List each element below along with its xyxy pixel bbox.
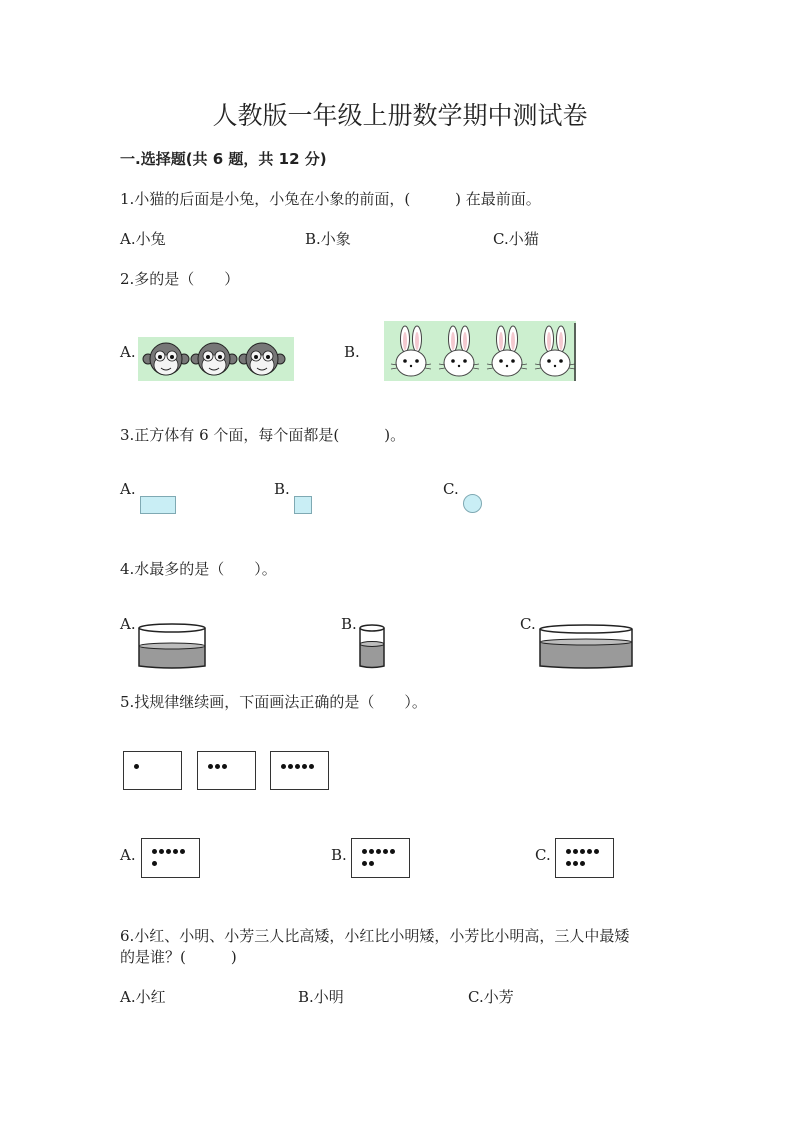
monkey-icon xyxy=(138,337,294,381)
dot xyxy=(369,849,374,854)
q5-option-b-box xyxy=(351,838,410,878)
question-6-text-line2: 的是谁？( ) xyxy=(120,948,237,966)
dot xyxy=(580,849,585,854)
question-2-text: 2.多的是（ ） xyxy=(120,270,240,288)
wide-basin-c xyxy=(536,622,636,670)
dot xyxy=(166,849,171,854)
q4-option-a[interactable]: A. xyxy=(120,615,136,633)
dot xyxy=(134,764,139,769)
q5-option-c[interactable]: C. xyxy=(535,846,551,864)
question-1-text: 1.小猫的后面是小兔，小兔在小象的前面，( ) 在最前面。 xyxy=(120,190,541,208)
q1-option-c[interactable]: C.小猫 xyxy=(493,230,539,248)
question-5-text: 5.找规律继续画，下面画法正确的是（ ）。 xyxy=(120,693,427,711)
dot xyxy=(295,764,300,769)
dot xyxy=(180,849,185,854)
dot xyxy=(222,764,227,769)
circle-shape xyxy=(463,494,482,513)
wide-container-a xyxy=(136,622,208,670)
q6-option-a[interactable]: A.小红 xyxy=(120,988,166,1006)
dot xyxy=(594,849,599,854)
rabbit-panel xyxy=(384,321,576,381)
dot xyxy=(376,849,381,854)
dot xyxy=(573,861,578,866)
q5-option-a-box xyxy=(141,838,200,878)
pattern-box-2 xyxy=(197,751,256,790)
question-4-text: 4.水最多的是（ ）。 xyxy=(120,560,277,578)
dot xyxy=(152,861,157,866)
dot xyxy=(566,849,571,854)
pattern-box-3 xyxy=(270,751,329,790)
q5-option-c-box xyxy=(555,838,614,878)
narrow-cup-b xyxy=(356,622,388,670)
square-shape xyxy=(294,496,312,514)
dot xyxy=(369,861,374,866)
q6-option-c[interactable]: C.小芳 xyxy=(468,988,514,1006)
q6-option-b[interactable]: B.小明 xyxy=(298,988,344,1006)
q1-option-a[interactable]: A.小兔 xyxy=(120,230,166,248)
page-title: 人教版一年级上册数学期中测试卷 xyxy=(212,101,588,130)
question-3-text: 3.正方体有 6 个面，每个面都是( )。 xyxy=(120,426,406,444)
monkey-panel xyxy=(138,337,294,381)
dot xyxy=(383,849,388,854)
rectangle-shape xyxy=(140,496,176,514)
q4-option-c[interactable]: C. xyxy=(520,615,536,633)
section-heading: 一.选择题(共 6 题，共 12 分) xyxy=(120,150,327,168)
dot xyxy=(159,849,164,854)
q3-option-c[interactable]: C. xyxy=(443,480,459,498)
dot xyxy=(362,861,367,866)
q5-option-b[interactable]: B. xyxy=(331,846,347,864)
dot xyxy=(173,849,178,854)
dot xyxy=(215,764,220,769)
dot xyxy=(566,861,571,866)
q2-option-a[interactable]: A. xyxy=(120,343,136,361)
dot xyxy=(309,764,314,769)
pattern-box-1 xyxy=(123,751,182,790)
q1-option-b[interactable]: B.小象 xyxy=(305,230,351,248)
question-6-text-line1: 6.小红、小明、小芳三人比高矮，小红比小明矮，小芳比小明高，三人中最矮 xyxy=(120,927,630,945)
dot xyxy=(208,764,213,769)
dot xyxy=(573,849,578,854)
dot xyxy=(587,849,592,854)
rabbit-icon xyxy=(384,321,578,381)
dot xyxy=(152,849,157,854)
dot xyxy=(288,764,293,769)
q2-option-b[interactable]: B. xyxy=(344,343,360,361)
q4-option-b[interactable]: B. xyxy=(341,615,357,633)
dot xyxy=(302,764,307,769)
q3-option-b[interactable]: B. xyxy=(274,480,290,498)
q3-option-a[interactable]: A. xyxy=(120,480,136,498)
dot xyxy=(362,849,367,854)
dot xyxy=(580,861,585,866)
q5-option-a[interactable]: A. xyxy=(120,846,136,864)
dot xyxy=(390,849,395,854)
dot xyxy=(281,764,286,769)
